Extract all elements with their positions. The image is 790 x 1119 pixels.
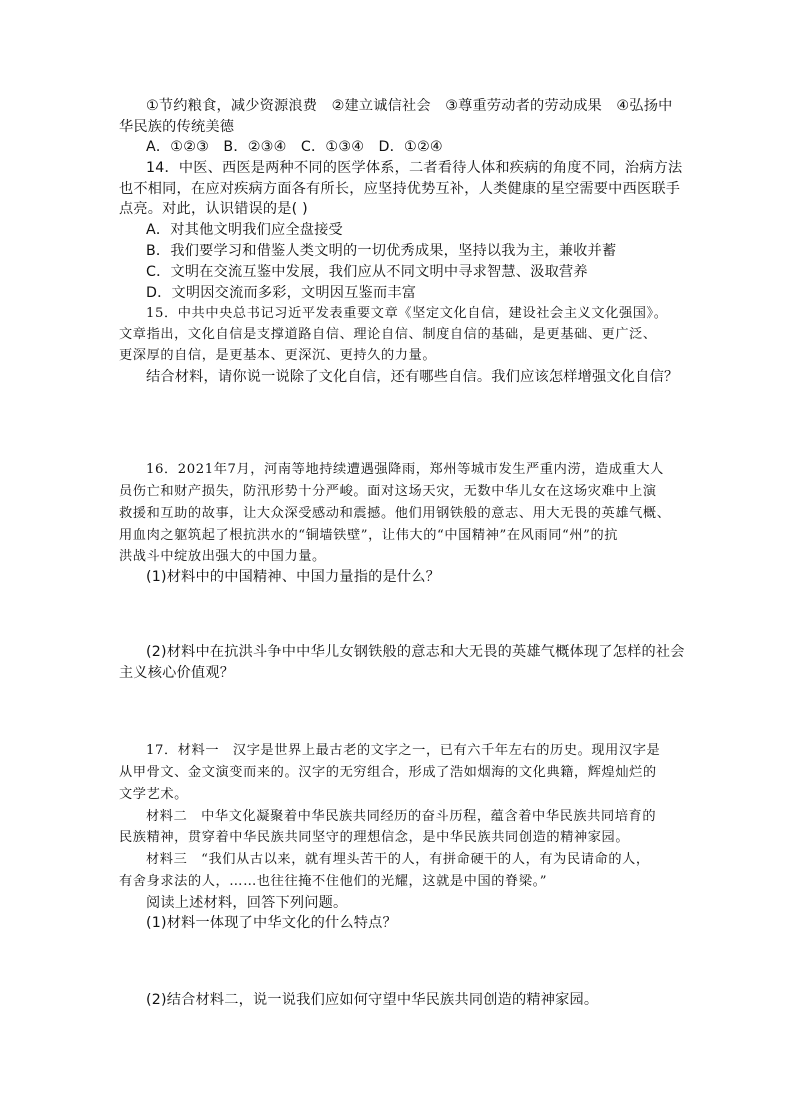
q16-sub2-line2: 主义核心价值观？ [119, 665, 235, 681]
q16-sub1: (1)材料中的中国精神、中国力量指的是什么？ [146, 569, 441, 585]
q14-option-b: B．我们要学习和借鉴人类文明的一切优秀成果，坚持以我为主，兼收并蓄 [146, 243, 617, 259]
q16-material-line4: 用血肉之躯筑起了根抗洪水的“铜墙铁壁”，让伟大的“中国精神”在风雨同“州”的抗 [119, 528, 619, 543]
q16-sub2-line1: (2)材料中在抗洪斗争中中华儿女钢铁般的意志和大无畏的英雄气概体现了怎样的社会 [146, 644, 685, 660]
q17-material1-line3: 文学艺术。 [119, 787, 188, 802]
q17-material3-line2: 有舍身求法的人，……也往往掩不住他们的光耀，这就是中国的脊梁。” [119, 874, 548, 889]
q17-instruction: 阅读上述材料，回答下列问题。 [146, 895, 348, 911]
q17-material1-line1: 17．材料一 汉字是世界上最古老的文字之一，已有六千年左右的历史。现用汉字是 [146, 743, 661, 758]
q14-option-d: D．文明因交流而多彩，文明因互鉴而丰富 [146, 285, 417, 301]
q16-material-line2: 员伤亡和财产损失，防汛形势十分严峻。面对这场天灾，无数中华儿女在这场灾难中上演 [119, 484, 657, 499]
q14-stem-line2: 也不相同，在应对疾病方面各有所长，应坚持优势互补，人类健康的星空需要中西医联手 [119, 181, 681, 197]
q17-sub1: (1)材料一体现了中华文化的什么特点？ [146, 915, 397, 931]
q13-options-line2: 华民族的传统美德 [119, 119, 235, 135]
q14-option-c: C．文明在交流互鉴中发展，我们应从不同文明中寻求智慧、汲取营养 [146, 264, 588, 280]
q15-material-line3: 更深厚的自信，是更基本、更深沉、更持久的力量。 [119, 348, 437, 363]
q17-material2-line1: 材料二 中华文化凝聚着中华民族共同经历的奋斗历程，蕴含着中华民族共同培育的 [146, 809, 657, 824]
q17-material3-line1: 材料三 “我们从古以来，就有埋头苦干的人，有拼命硬干的人，有为民请命的人， [146, 852, 650, 867]
q14-stem-line3: 点亮。对此，认识错误的是( ) [119, 201, 308, 217]
q15-material-line1: 15．中共中央总书记习近平发表重要文章《坚定文化自信，建设社会主义文化强国》。 [146, 306, 668, 321]
q17-material2-line2: 民族精神，贯穿着中华民族共同坚守的理想信念，是中华民族共同创造的精神家园。 [119, 830, 630, 845]
q13-choices: A．①②③ B．②③④ C．①③④ D．①②④ [146, 139, 443, 155]
q15-material-line2: 文章指出，文化自信是支撑道路自信、理论自信、制度自信的基础，是更基础、更广泛、 [119, 327, 657, 342]
q16-material-line1: 16．2021年7月，河南等地持续遭遇强降雨，郑州等城市发生严重内涝，造成重大人 [146, 462, 664, 477]
q15-question: 结合材料，请你说一说除了文化自信，还有哪些自信。我们应该怎样增强文化自信？ [146, 369, 679, 385]
q14-stem-line1: 14．中医、西医是两种不同的医学体系，二者看待人体和疾病的角度不同，治病方法 [146, 160, 683, 176]
q17-material1-line2: 从甲骨文、金文演变而来的。汉字的无穷组合，形成了浩如烟海的文化典籍，辉煌灿烂的 [119, 765, 657, 780]
q14-option-a: A．对其他文明我们应全盘接受 [146, 222, 343, 238]
q17-sub2: (2)结合材料二，说一说我们应如何守望中华民族共同创造的精神家园。 [146, 992, 599, 1008]
q16-material-line5: 洪战斗中绽放出强大的中国力量。 [119, 549, 326, 564]
q16-material-line3: 救援和互助的故事，让大众深受感动和震撼。他们用钢铁般的意志、用大无畏的英雄气概、 [119, 506, 671, 521]
q13-options-line1: ①节约粮食，减少资源浪费 ②建立诚信社会 ③尊重劳动者的劳动成果 ④弘扬中 [146, 98, 673, 114]
